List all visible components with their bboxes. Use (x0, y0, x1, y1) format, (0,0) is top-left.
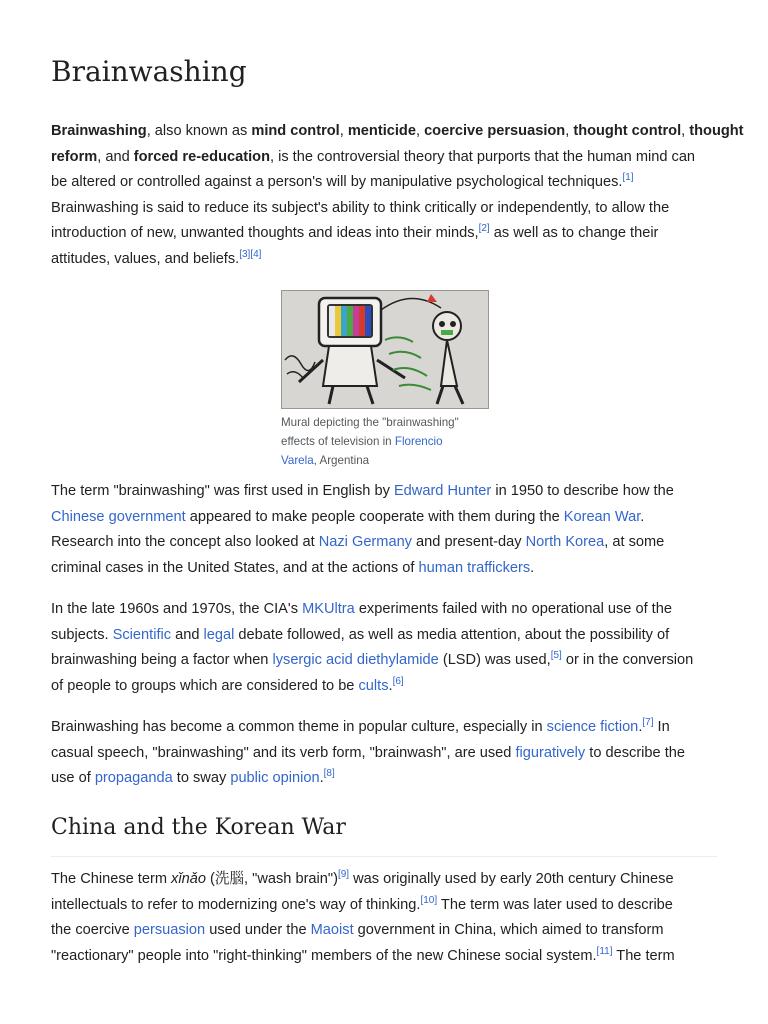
link-north-korea[interactable]: North Korea (525, 534, 605, 550)
paragraph-chinese-term: The Chinese term xǐnǎo (洗腦, "wash brain")[9] was originally used by early 20th century Chinese intellectuals to refer to modernizing one's way of thinking.[10] The term was later used to describe the coercive persuasion used under the Maoist government in China, which aimed to transform "reactionary" people into "right-thinking" members of the new Chinese social system.[11] The term (51, 869, 675, 964)
link-propaganda[interactable]: propaganda (94, 770, 173, 786)
bold-term-reform: reform (51, 148, 98, 165)
link-chinese-government[interactable]: Chinese government (51, 508, 186, 525)
bold-term-thought: thought (689, 123, 744, 139)
link-florencio-varela[interactable]: Florencio (394, 435, 443, 448)
paragraph-popular-culture: Brainwashing has become a common theme in popular culture, especially in science fiction.[7] In casual speech, "brainwashing" and its verb form, "brainwash", are used figuratively to describe the use of propaganda to sway public opinion.[8] (51, 717, 686, 786)
bold-term-thought-control: thought control (573, 123, 682, 139)
bold-term-coercive-persuasion: coercive persuasion (424, 123, 566, 139)
bold-term-mind-control: mind control (251, 123, 340, 139)
citation-link[interactable]: [5] (550, 650, 562, 661)
link-science-fiction[interactable]: science fiction (546, 719, 639, 735)
citation-link[interactable]: [7] (642, 717, 654, 728)
mural-image[interactable] (281, 290, 489, 409)
link-korean-war[interactable]: Korean War (563, 508, 641, 525)
citation-link[interactable]: [3][4] (239, 248, 262, 260)
citation-link[interactable]: [10] (420, 894, 438, 906)
link-edward-hunter[interactable]: Edward Hunter (393, 483, 492, 499)
citation-link[interactable]: [11] (596, 945, 613, 957)
link-mkultra[interactable]: MKUltra (302, 601, 355, 617)
italic-term-xinao: xǐnǎo (171, 871, 206, 887)
link-florencio-varela-2[interactable]: Varela (281, 454, 314, 467)
citation-link[interactable]: [8] (323, 768, 335, 779)
section-divider (51, 856, 717, 857)
link-nazi-germany[interactable]: Nazi Germany (318, 534, 412, 550)
link-cults[interactable]: cults (358, 677, 389, 694)
page-title: Brainwashing (51, 55, 247, 88)
citation-link[interactable]: [2] (478, 223, 490, 234)
citation-link[interactable]: [6] (392, 675, 404, 687)
paragraph-history: The term "brainwashing" was first used in English by Edward Hunter in 1950 to describe how the Chinese government appeared to make people cooperate with them during the Korean War. Research into the concept also looked at Nazi Germany and present-day North Korea, at some criminal cases in the United States, and at the actions of human traffickers. (51, 483, 674, 576)
paragraph-mkultra: In the late 1960s and 1970s, the CIA's MKUltra experiments failed with no operational use of the subjects. Scientific and legal debate followed, as well as media attention, about the possibility of brainwashing being a factor when lysergic acid diethylamide (LSD) was used,[5] or in the conversion of people to groups which are considered to be cults.[6] (51, 601, 694, 694)
intro-paragraph: Brainwashing, also known as mind control, menticide, coercive persuasion, thought control, thought reform, and forced re-education, is the controversial theory that purports that the human mind can be altered or controlled against a person's will by manipulative psychological techniques.[1] Brainwashing is said to reduce its subject's ability to think critically or independently, to allow the introduction of new, unwanted thoughts and ideas into their minds,[2] as well as to change their attitudes, values, and beliefs.[3][4] (51, 123, 744, 267)
mural-figure (281, 290, 489, 409)
link-scientific[interactable]: Scientific (112, 626, 172, 643)
link-lsd[interactable]: lysergic acid diethylamide (272, 652, 439, 668)
citation-link[interactable]: [1] (622, 172, 634, 183)
link-figuratively[interactable]: figuratively (515, 744, 586, 761)
figure-caption: Mural depicting the "brainwashing" effects of television in Florencio Varela, Argentina (281, 416, 459, 467)
link-public-opinion[interactable]: public opinion (230, 770, 320, 786)
bold-term-brainwashing: Brainwashing (51, 123, 147, 139)
link-human-traffickers[interactable]: human traffickers (418, 559, 531, 576)
link-persuasion[interactable]: persuasion (133, 922, 206, 938)
link-maoist[interactable]: Maoist (310, 922, 354, 938)
section-heading: China and the Korean War (51, 815, 346, 840)
bold-term-menticide: menticide (347, 123, 416, 139)
bold-term-forced-re-education: forced re-education (133, 148, 270, 165)
citation-link[interactable]: [9] (337, 869, 350, 880)
link-legal[interactable]: legal (203, 626, 235, 643)
